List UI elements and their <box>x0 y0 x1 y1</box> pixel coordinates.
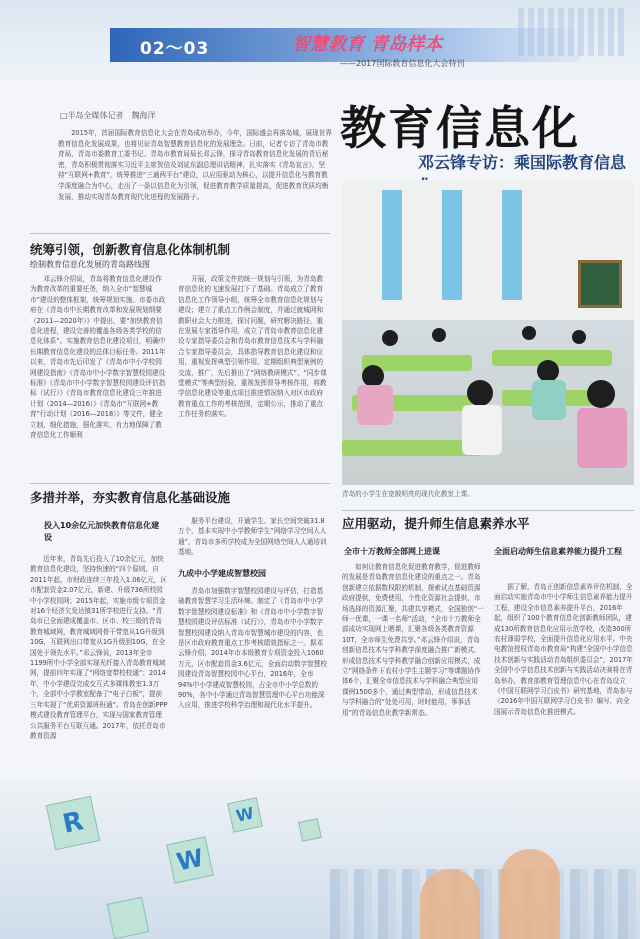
cube-w-small: W <box>227 797 263 833</box>
section1-subtitle: 绘制教育信息化发展的青岛路线图 <box>30 260 150 269</box>
section3-heading-left: 全市十万教师全部网上进课 <box>344 547 440 556</box>
city-skyline <box>330 869 640 939</box>
page-numbers: 02～03 <box>140 39 210 59</box>
section1-title: 统筹引领，创新教育信息化体制机制 <box>30 242 231 257</box>
section2-heading-left: 投入10余亿元加快教育信息化建设 <box>44 521 160 542</box>
banner-brand: 智慧教育 青岛样本 <box>292 34 443 55</box>
section2-column-a: 近年来，青岛先后投入了10余亿元，加快教育信息化建设，坚持快速的“四个原则，自2011年起，市财政连续三年投入1.06亿元，区市配套资金2.07亿元，新建、升级736所校园中小学校园网；2015年起，实施市级专项资金对16个经济欠发达镇31所学校进行支持。“青岛市已全面建成覆盖市、区市、校三级的青岛教育城域网，教育城域网骨干带宽从1G升级到10G，互联网出口带宽从1G升级到10G，在全国处于领先水平。”邓云锋说，2013年全市1199所中小学全部实现光纤接入青岛教育城域网，提前四年实现了“网络宽带校校通”；2014年，中小学建设完成交互式多媒体教室1.3万个，全部中小学教室配备了“电子白板”，提前三年实现了“优质资源班班通”。青岛在创新PPP模式建设教育管理平台，实现与国家教育管理公共服务平台互联互通。2017年，依托青岛市教育资源 <box>30 555 168 740</box>
section3-title: 应用驱动，提升师生信息素养水平 <box>342 516 530 531</box>
hand-right <box>500 849 560 939</box>
photo-caption: 青岛的小学生在宽敞明亮的现代化教室上课。 <box>342 490 474 498</box>
page-title: 教育信息化 <box>340 101 580 155</box>
issue-banner <box>0 0 640 80</box>
banner-subtitle: ——2017国际教育信息化大会特刊 <box>340 59 465 68</box>
section3-column-a: 如何让教育信息化促进教育教学，促进教师的发展是青岛教育信息化建设的重点之一。青岛创新建立依据数权限的机制，探索试点基础资源政府提供，免费使用，个性化资源社会提供，市场选择的资源汇聚，共建共享模式，全国独创“一师一优课，一课一名师”活动，“全市十万教师全部成功实现网上晒课，汇聚各级各类教育资源10T，全市师生免费共享。”邓云锋介绍说，青岛创新信息技术与学科教学深度融合推广新模式，形成信息技术与学科教学融合创新应用模式，成立“网络条件下农村小学生主题学习”等课题协作体6个，汇聚全市信息技术与学科融合典型应用课例1500多个，通过典型带动，形成信息技术与学科融合的“处处可用，时时能用，事事活用”的青岛信息化教学新常态。 <box>342 563 484 717</box>
section2-heading-mid: 九成中小学建成智慧校园 <box>178 569 266 578</box>
section2-title: 多措并举，夯实教育信息化基础设施 <box>30 490 231 505</box>
section1-column-a: 邓云锋介绍说，青岛将教育信息化建设作为教育改革的重要任务，纳入全市“智慧城市”建设的整体框架，统筹规划实施。市委市政府在《青岛市中长期教育改革和发展规划纲要（2011—2020年）》中提出，要“加快教育信息化进程，建设完善的覆盖各级各类学校的信息化体系”。实施教育信息化建设项目，明确中长期教育信息化建设的总体目标任务。2011年以来，青岛市先后印发了《青岛市中小学校园网建设指南》《青岛市中小学数字智慧校园建设标准》《青岛市中小学数字智慧校园建设评估指标（试行）》《青岛市教育信息化建设三年推进计划（2014—2016）》《青岛市“互联网+教育”行动计划（2016—2018）》等文件，健全立制，细化措施，强化落实，有力地保障了教育信息化工作顺利 <box>30 275 166 440</box>
classroom-photo <box>342 180 634 485</box>
blackboard <box>578 260 622 308</box>
footer-illustration <box>0 780 640 939</box>
section1-column-b: 开展，政策文件的统一规划与引领，为青岛教育信息化的飞速发展打下了基础。青岛成立了教育信息化工作领导小组，统筹全市教育信息化规划与建设；建立了重点工作例会制度，并通过就城网和教职业会大力推进，探讨问题，研究解决路径，重在发展专家指导作用，成立了青岛市教育信息化建设专家指导委员会和青岛市教育信息技术与学科融合专家指导委员会，具体指导教育信息化建设和应用，重视发挥典型引领作用，定期组织典型案例的交流、推广，先后推出了“网络教研模式”、“同步课堂模式”等典型经验，重视发挥督导考核作用，将教学信息化建设等重点项目推进情况纳入对区市政府教育重点工作的考核范围，定期公示，推动了重点工作任务的落实。 <box>178 275 327 419</box>
cube-w: W <box>166 836 213 883</box>
lead-paragraph: 2015年，首届国际教育信息化大会在青岛成功举办，今年，国际盛会再落岛城，展现世界教育信息化发展成果，也将见证青岛智慧教育信息化的发展理念。日前，记者专访了青岛市教育局，青岛市委教育工委书记、青岛市教育局局长邓云锋，探寻青岛教育信息化发展的背后秘密，青岛积极贯彻落实习近平主席贺信及刘延东副总理讲话精神，扎实落实《青岛宣言》，坚持“互联网+教育”，统筹推进“三通两平台”建设，以应用驱动为核心，以提升信息化与教育教学深度融合为中心，走出了一条以信息化为引领，促进教育教学质量提高，促进教育优质均衡发展，推动实现青岛教育现代化进程的发展路子。 <box>58 129 332 201</box>
page-subtitle: 邓云锋专访：乘国际教育信息 <box>418 153 627 172</box>
skyline-decoration <box>518 8 628 56</box>
section2-column-b: 服务平台建设，开通学生、家长空间突破31.8万个，基本实现中小学教师学生“网络学习空间人人通”，青岛市多所学校成为全国网络空间人人通培训基地。 <box>178 517 327 557</box>
hand-left <box>420 869 480 939</box>
section3-column-b: 据了解，青岛正创新信息素养评估机制，全面启动实施青岛市中小学师生信息素养能力提升工程，建设全市信息素养提升平台，2016年起，组织了100个教育信息化创新教师团队，建成130所教育信息化应用示范学校，改造300所农村薄弱学校，全面提升信息化应用水平。中央电教馆授权青岛市教育局“构建“全国中小学信息技术创新与实践活动青岛组织委员会”，2017年全国中小学信息技术创新与实践活动决赛将在青岛举办，教育部教育管理信息中心在青岛设立《中国互联网学习白皮书》研究基地，青岛参与《2016年中国互联网学习白皮书》编写，向全国展示青岛信息化推进模式。 <box>494 583 633 716</box>
section3-heading-right: 全面启动师生信息素养能力提升工程 <box>494 547 622 556</box>
cube-r: R <box>46 796 101 851</box>
section2-column-c: 青岛市加强数字智慧校园建设与评估，打造基础教育智慧学习生活环境。制定了《青岛市中小学数字智慧校园建设标准》和《青岛市中小学数字智慧校园建设评估标准（试行）》，青岛市中小学数字智慧校园建设纳入青岛市智慧城市建设的内容，也是区市政府教育重点工作考核绩效指标之一。据邓云锋介绍，2014年市本级教育专项资金投入1060万元，区市配套资金3.6亿元，全面启动数字智慧校园建设青岛智慧校园中心平台，2016年，全市94%中小学建成智慧校园，占全市中小学总数的90%，各中小学通过青岛智慧管理中心平台功能深入应用，推进学校科学治理和现代化水平提升。 <box>178 587 327 710</box>
byline: □半岛全媒体记者 魏海洋 <box>60 111 156 120</box>
